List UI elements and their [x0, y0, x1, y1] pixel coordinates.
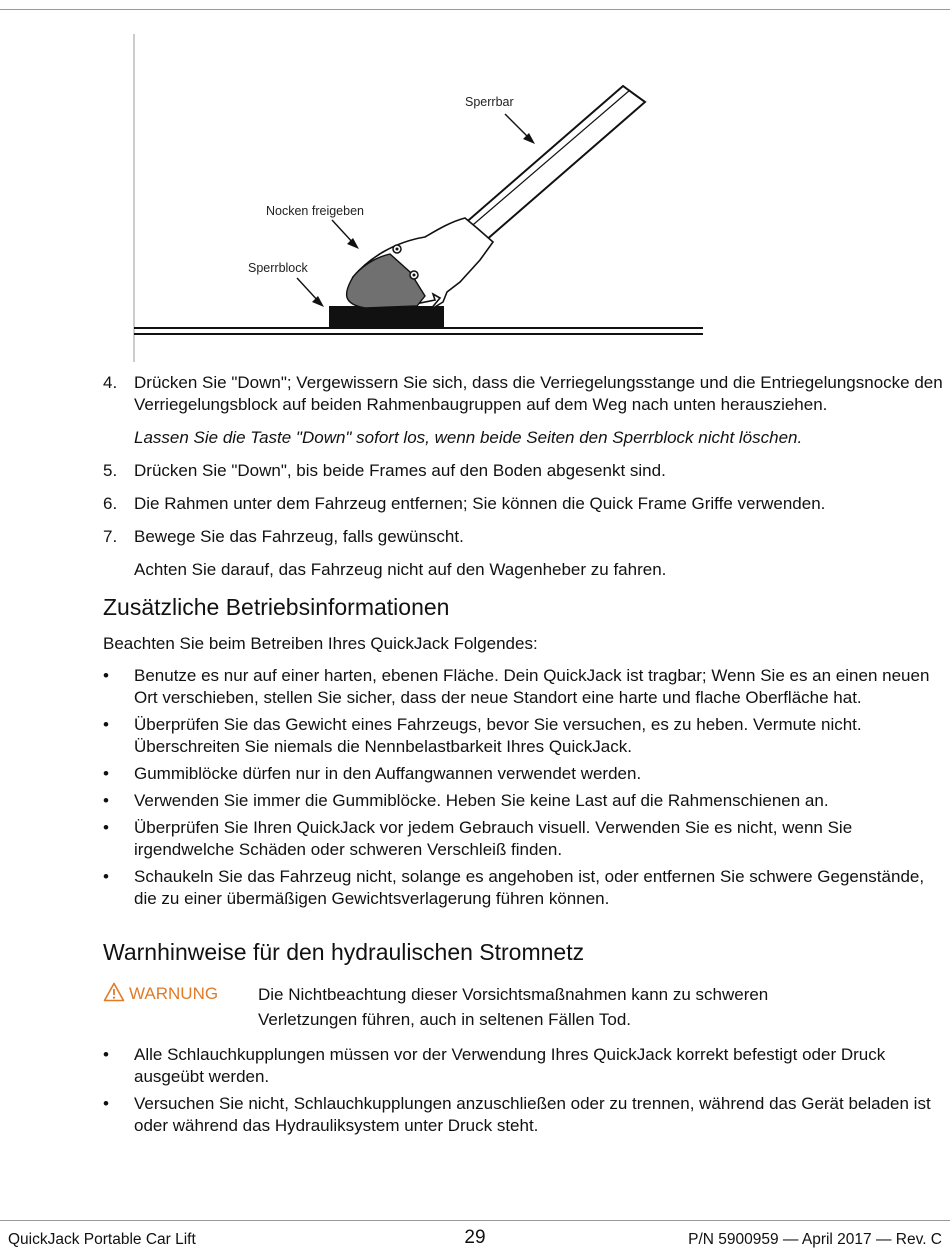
bullet-icon: • [103, 1094, 109, 1113]
step-7 [103, 526, 943, 548]
list-item-text: Verwenden Sie immer die Gummiblöcke. Heben Sie keine Last auf die Rahmenschienen an. [134, 791, 829, 810]
footer-part-number: P/N 5900959 — April 2017 — Rev. C [688, 1231, 942, 1248]
bottom-rule [0, 1220, 950, 1221]
bullet-icon: • [103, 1045, 109, 1064]
list-item-text: Überprüfen Sie das Gewicht eines Fahrzeugs, bevor Sie versuchen, es zu heben. Vermute nicht. Überschreiten Sie niemals die Nennbelastbarkeit Ihres QuickJack. [134, 715, 862, 756]
step-7-note: Achten Sie darauf, das Fahrzeug nicht auf den Wagenheber zu fahren. [134, 560, 667, 579]
label-sperrbar: Sperrbar [465, 95, 514, 109]
list-item [103, 665, 943, 709]
lock-mechanism-figure [125, 32, 725, 367]
bullet-icon: • [103, 666, 109, 685]
step-number: 7. [103, 527, 118, 546]
page-content [103, 372, 943, 1142]
lock-mechanism-diagram [125, 32, 725, 367]
page-number: 29 [464, 1227, 486, 1248]
list-item-text: Überprüfen Sie Ihren QuickJack vor jedem Gebrauch visuell. Verwenden Sie es nicht, wenn Sie irgendwelche Schäden oder schweren Verschleiß finden. [134, 818, 853, 859]
label-nocken-freigeben: Nocken freigeben [266, 204, 364, 218]
bullet-icon: • [103, 791, 109, 810]
operation-bullet-list [103, 665, 943, 910]
bullet-icon: • [103, 715, 109, 734]
warning-callout [103, 980, 943, 1038]
list-item-text: Gummiblöcke dürfen nur in den Auffangwannen verwendet werden. [134, 764, 642, 783]
step-number: 6. [103, 494, 118, 513]
step-4 [103, 372, 943, 416]
label-sperrblock: Sperrblock [248, 261, 308, 275]
bullet-icon: • [103, 867, 109, 886]
warning-triangle-icon [103, 982, 125, 1002]
warning-label: WARNUNG [129, 984, 219, 1003]
list-item-text: Versuchen Sie nicht, Schlauchkupplungen anzuschließen oder zu trennen, während das Gerät beladen ist oder während das Hydrauliksystem unter Druck steht. [134, 1094, 931, 1135]
list-item-text: Alle Schlauchkupplungen müssen vor der Verwendung Ihres QuickJack korrekt befestigt oder Druck ausgeübt werden. [134, 1045, 886, 1086]
step-text: Drücken Sie "Down", bis beide Frames auf den Boden abgesenkt sind. [134, 461, 666, 480]
list-item [103, 1093, 943, 1137]
step-5 [103, 460, 943, 482]
step-text: Drücken Sie "Down"; Vergewissern Sie sich, dass die Verriegelungsstange und die Entriegelungsnocke den Verriegelungsblock auf beiden Rahmenbaugruppen auf dem Weg nach unten herausziehen. [134, 373, 943, 414]
section-intro: Beachten Sie beim Betreiben Ihres QuickJack Folgendes: [103, 634, 538, 653]
footer-product-name: QuickJack Portable Car Lift [8, 1231, 196, 1248]
warning-tag [103, 982, 218, 1005]
warning-text: Die Nichtbeachtung dieser Vorsichtsmaßnahmen kann zu schweren Verletzungen führen, auch in seltenen Fällen Tod. [258, 985, 769, 1029]
list-item [103, 790, 943, 812]
list-item [103, 1044, 943, 1088]
step-6 [103, 493, 943, 515]
top-rule [0, 9, 950, 10]
step-text: Die Rahmen unter dem Fahrzeug entfernen; Sie können die Quick Frame Griffe verwenden. [134, 494, 826, 513]
section-heading-operation: Zusätzliche Betriebsinformationen [103, 594, 450, 620]
step-number: 4. [103, 373, 118, 392]
bullet-icon: • [103, 818, 109, 837]
step-4-note: Lassen Sie die Taste "Down" sofort los, wenn beide Seiten den Sperrblock nicht löschen. [134, 428, 803, 447]
bullet-icon: • [103, 764, 109, 783]
list-item [103, 817, 943, 861]
step-text: Bewege Sie das Fahrzeug, falls gewünscht. [134, 527, 464, 546]
list-item-text: Benutze es nur auf einer harten, ebenen Fläche. Dein QuickJack ist tragbar; Wenn Sie es an einen neuen Ort verschieben, stellen Sie sicher, dass der neue Standort eine harte und flache Oberfläche hat. [134, 666, 930, 707]
list-item-text: Schaukeln Sie das Fahrzeug nicht, solange es angehoben ist, oder entfernen Sie schwere Gegenstände, die zu einer übermäßigen Gewichtsverlagerung führen können. [134, 867, 925, 908]
list-item [103, 714, 943, 758]
step-number: 5. [103, 461, 118, 480]
list-item [103, 763, 943, 785]
section-heading-hydraulic: Warnhinweise für den hydraulischen Stromnetz [103, 939, 585, 965]
list-item [103, 866, 943, 910]
hydraulic-bullet-list [103, 1044, 943, 1137]
